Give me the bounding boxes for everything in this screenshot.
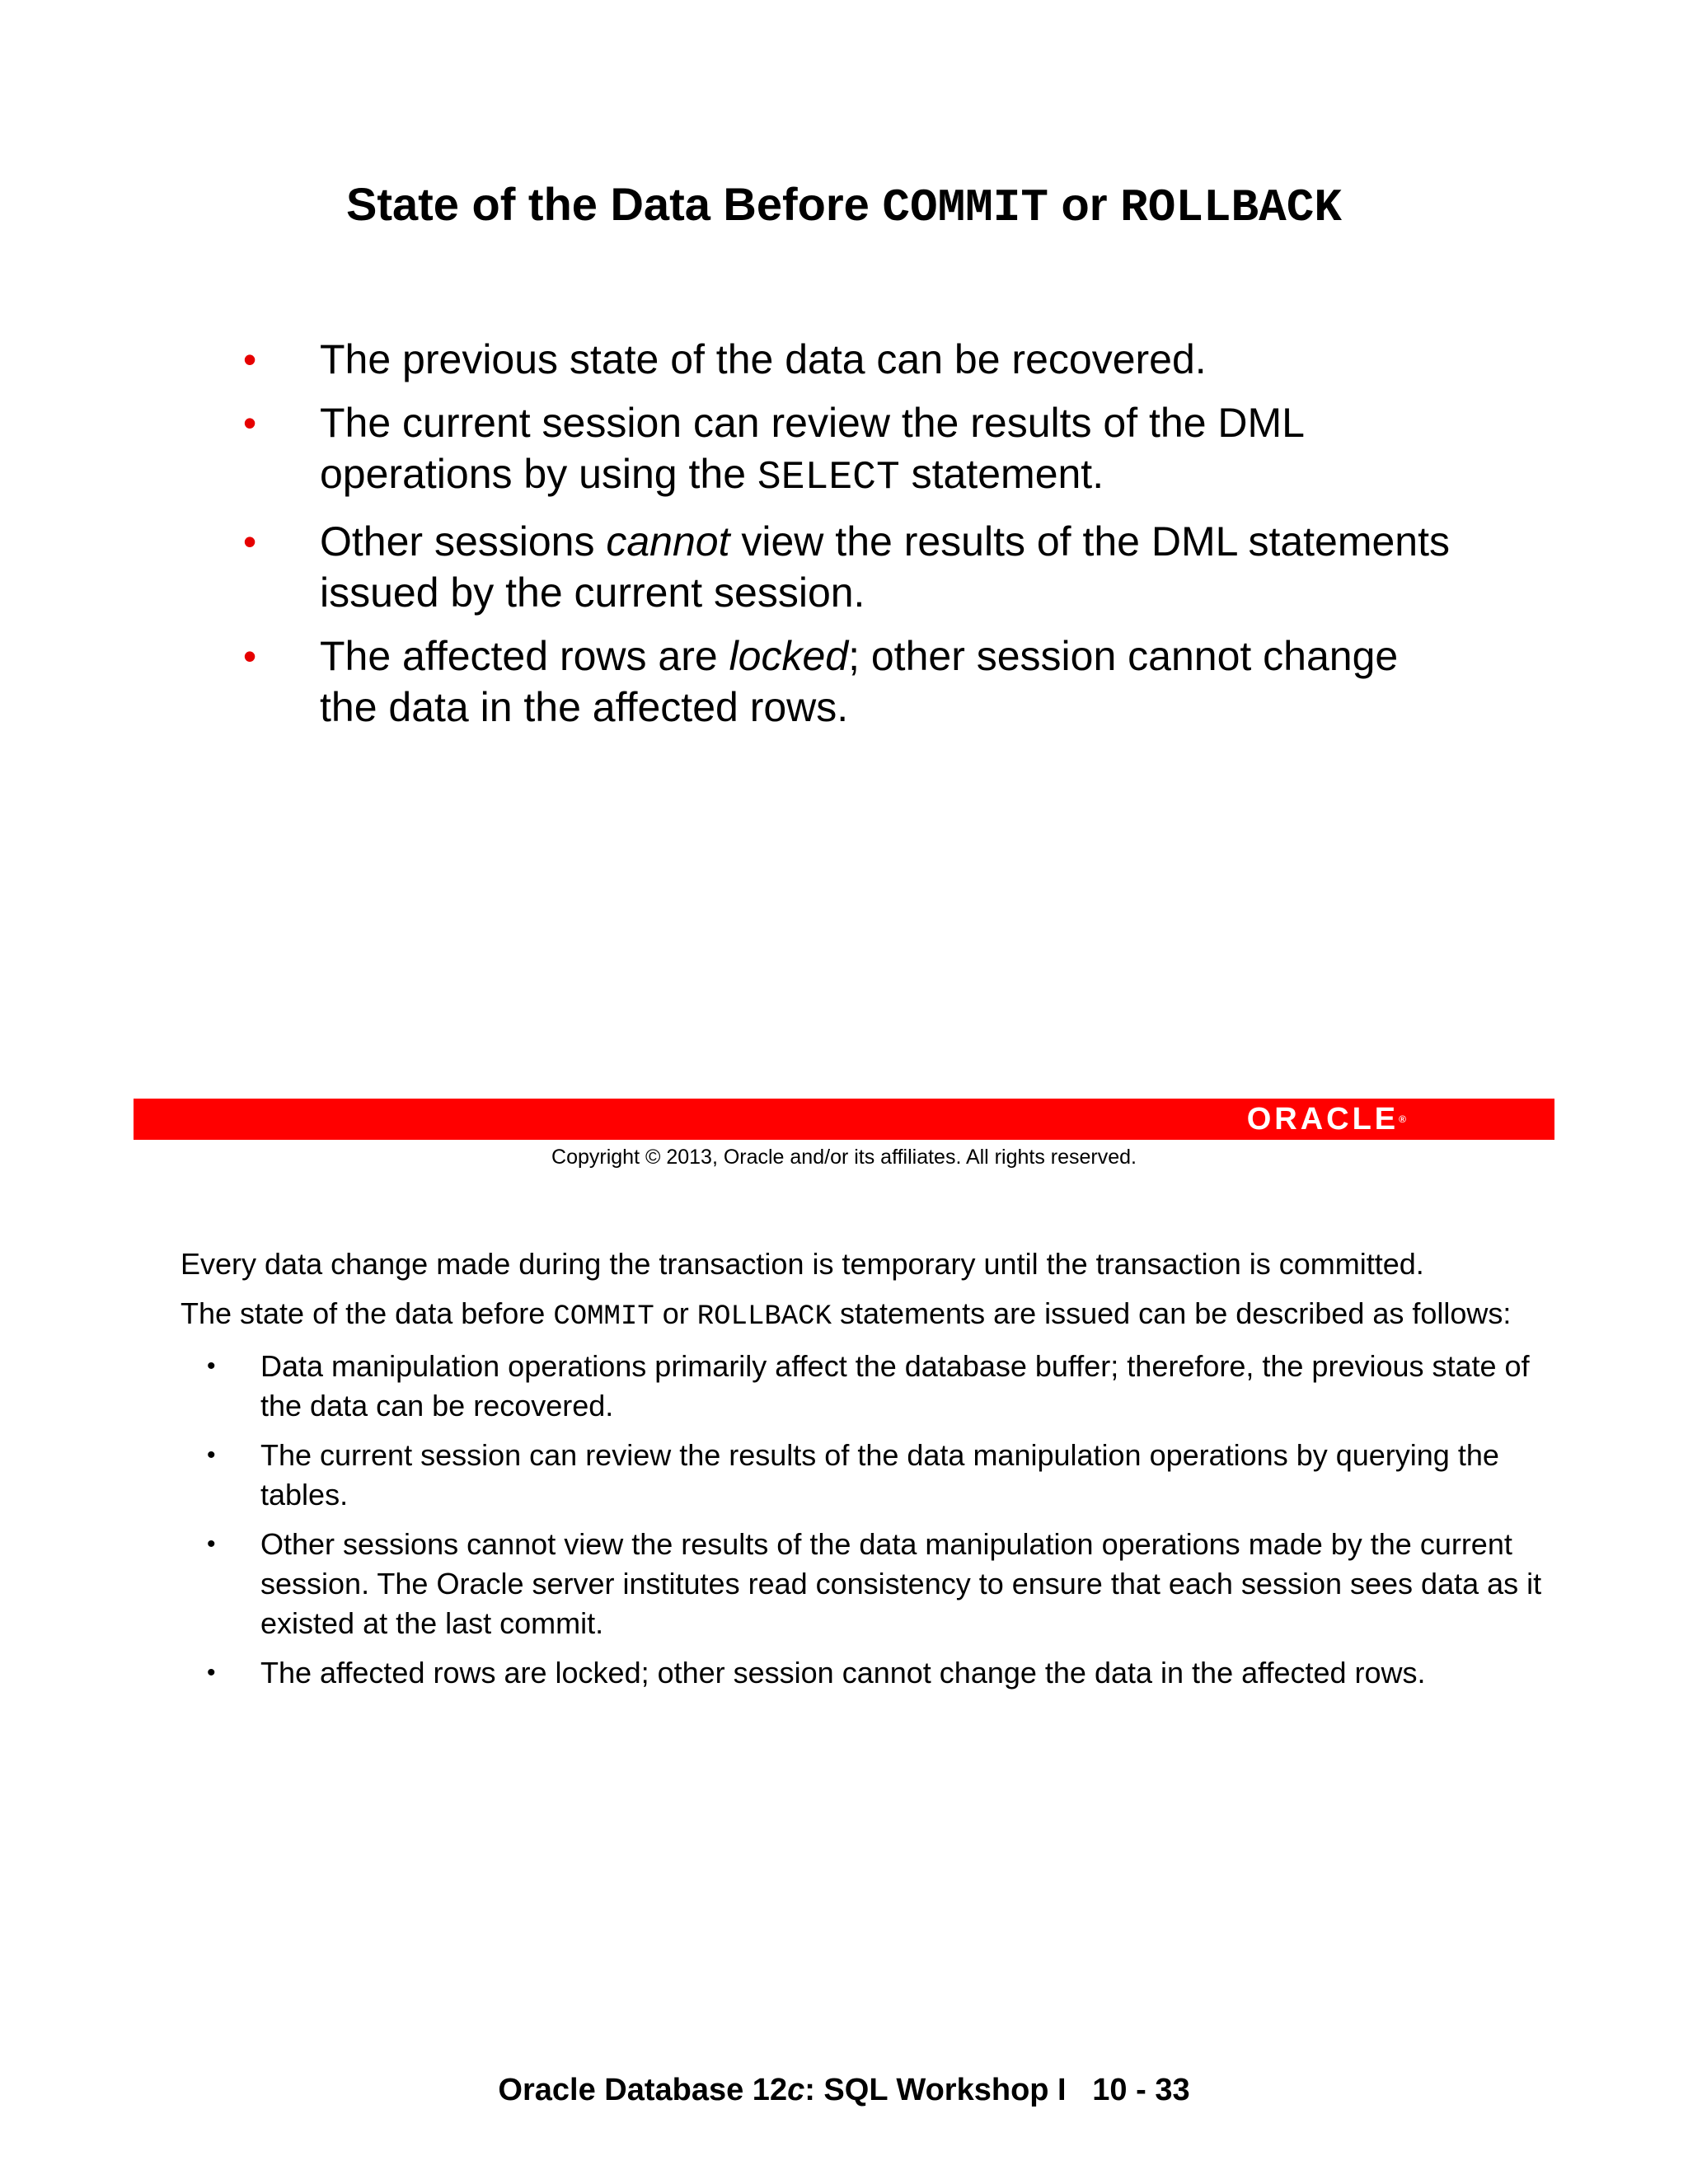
notes-bullet-item [181, 1653, 1549, 1693]
slide-bullet-emphasis: cannot [606, 518, 730, 565]
notes-paragraph: Every data change made during the transaction is temporary until the transaction is committed. [181, 1247, 1424, 1281]
bullet-icon: • [243, 635, 257, 677]
slide-bullet-text: The affected rows are [320, 633, 729, 679]
oracle-banner [134, 1099, 1554, 1140]
slide-bullet-item [243, 334, 1463, 385]
bullet-icon: • [207, 1530, 216, 1558]
oracle-logo [1247, 1101, 1406, 1137]
slide-bullet-code: SELECT [757, 456, 900, 500]
bullet-icon: • [207, 1659, 216, 1686]
slide-bullet-list [243, 334, 1463, 745]
bullet-icon: • [207, 1441, 216, 1469]
notes-bullet-item [181, 1347, 1549, 1426]
notes-bullet-text: The affected rows are locked; other session cannot change the data in the affected rows. [260, 1656, 1426, 1690]
slide-bullet-text: Other sessions [320, 518, 607, 565]
notes-paragraph [181, 1294, 1549, 1337]
speaker-notes [181, 1244, 1549, 1703]
slide-bullet-text: statement. [899, 451, 1104, 497]
registered-mark-icon: ® [1399, 1113, 1406, 1125]
bullet-icon: • [243, 520, 257, 563]
slide-bullet-text: The current session can review the results of the DML operations by using the [320, 400, 1304, 497]
notes-code-rollback: ROLLBACK [696, 1301, 832, 1333]
copyright-notice: Copyright © 2013, Oracle and/or its affiliates. All rights reserved. [551, 1146, 1137, 1169]
footer-text: Oracle Database 12 [498, 2073, 788, 2107]
notes-bullet-text: The current session can review the results of the data manipulation operations by querying the tables. [260, 1438, 1499, 1511]
slide-title [0, 177, 1688, 234]
page-footer [0, 2073, 1688, 2108]
slide-bullet-item [243, 516, 1463, 618]
notes-text: The state of the data before [181, 1296, 554, 1330]
notes-bullet-text: Other sessions cannot view the results of the data manipulation operations made by the current session. The Oracle server institutes read consistency to ensure that each session sees data as it existed at the last commit. [260, 1527, 1542, 1640]
bullet-icon: • [243, 401, 257, 444]
slide-title-or: or [1048, 178, 1121, 230]
notes-code-commit: COMMIT [553, 1301, 654, 1333]
oracle-logo-text: ORACLE [1246, 1102, 1400, 1137]
slide-title-code-commit: COMMIT [882, 181, 1048, 234]
bullet-icon: • [243, 338, 257, 381]
slide-bullet-text: view the results of the DML statements issued by the current session. [320, 518, 1451, 616]
notes-bullet-item [181, 1525, 1549, 1643]
notes-text: statements are issued can be described as follows: [831, 1296, 1512, 1330]
bullet-icon: • [207, 1352, 216, 1380]
slide-title-text: State of the Data Before [346, 178, 883, 230]
slide-bullet-text: ; other session cannot change the data in the affected rows. [320, 633, 1399, 730]
notes-bullet-text: Data manipulation operations primarily affect the database buffer; therefore, the previous state of the data can be recovered. [260, 1349, 1530, 1422]
slide-title-code-rollback: ROLLBACK [1120, 181, 1342, 234]
slide-bullet-emphasis: locked [729, 633, 849, 679]
slide-bullet-text: The previous state of the data can be recovered. [320, 336, 1207, 382]
notes-bullet-item [181, 1436, 1549, 1515]
slide-bullet-item [243, 397, 1463, 504]
notes-text: or [654, 1296, 697, 1330]
footer-text: : SQL Workshop I 10 - 33 [804, 2073, 1190, 2107]
slide-bullet-item [243, 630, 1463, 733]
footer-italic: c [787, 2073, 805, 2107]
